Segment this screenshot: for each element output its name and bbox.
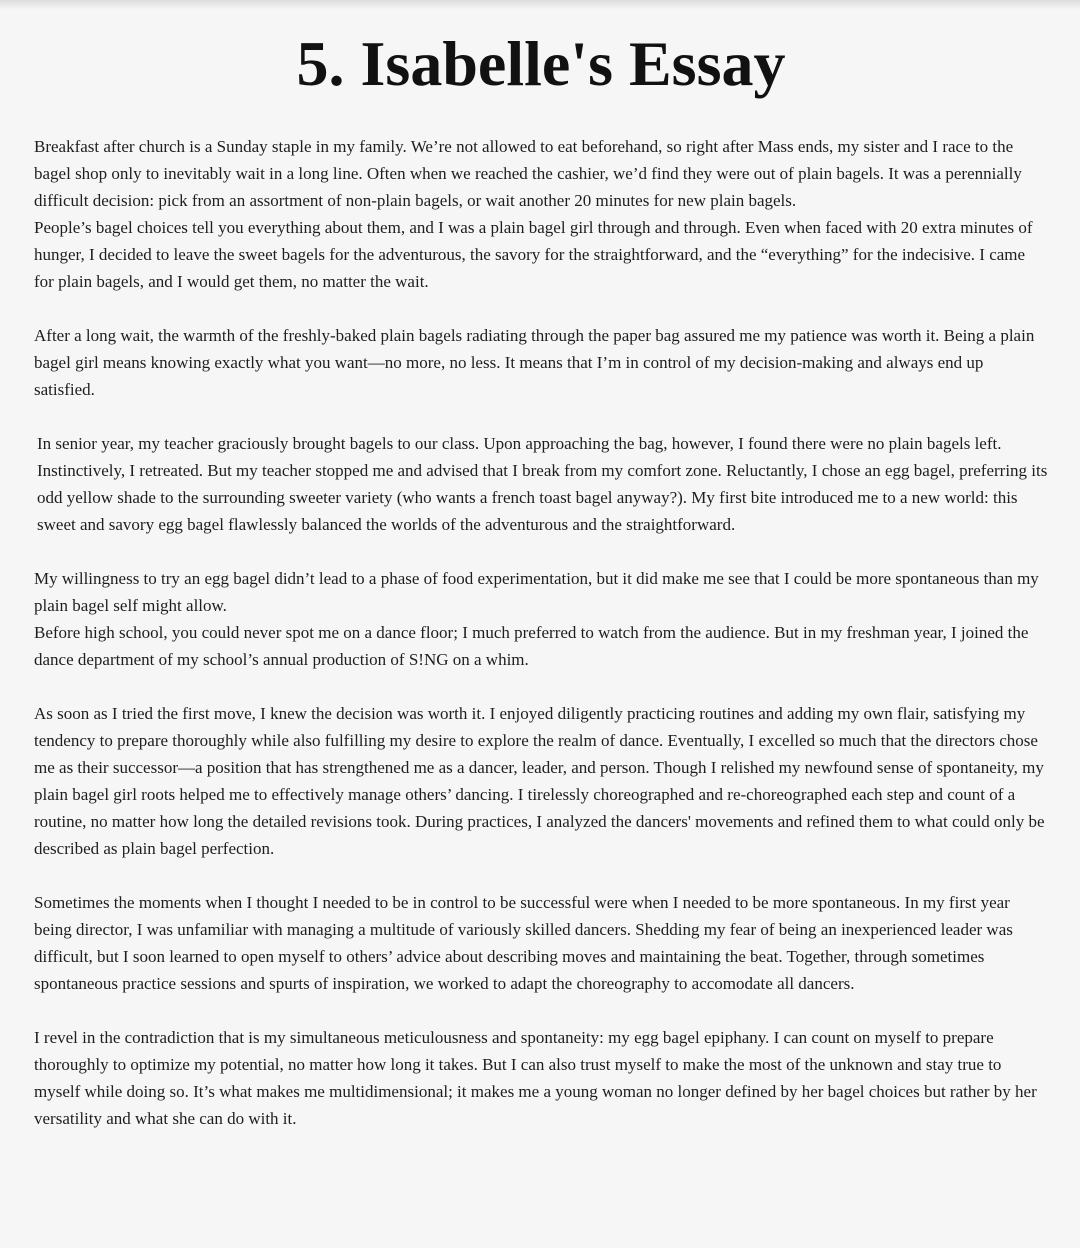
essay-paragraph: People’s bagel choices tell you everything about them, and I was a plain bagel girl through and through. Even when faced with 20 extra minutes of hunger, I decided to leave the sweet bagels for the adventurous, the savory for the straightforward, and the “everything” for the indecisive. I came for plain bagels, and I would get them, no matter the wait. <box>34 218 1033 291</box>
essay-paragraph: As soon as I tried the first move, I knew the decision was worth it. I enjoyed diligently practicing routines and adding my own flair, satisfying my tendency to prepare thoroughly while also fulfilling my desire to explore the realm of dance. Eventually, I excelled so much that the directors chose me as their successor—a position that has strengthened me as a dancer, leader, and person. Though I relished my newfound sense of spontaneity, my plain bagel girl roots helped me to effectively manage others’ dancing. I tirelessly choreographed and re-choreographed each step and count of a routine, no matter how long the detailed revisions took. During practices, I analyzed the dancers' movements and refined them to what could only be described as plain bagel perfection. <box>34 704 1045 858</box>
essay-paragraph: I revel in the contradiction that is my simultaneous meticulousness and spontaneity: my egg bagel epiphany. I can count on myself to prepare thoroughly to optimize my potential, no matter how long it takes. But I can also trust myself to make the most of the unknown and stay true to myself while doing so. It’s what makes me multidimensional; it makes me a young woman no longer defined by her bagel choices but rather by her versatility and what she can do with it. <box>34 1028 1037 1128</box>
essay-paragraph: Breakfast after church is a Sunday staple in my family. We’re not allowed to eat beforehand, so right after Mass ends, my sister and I race to the bagel shop only to inevitably wait in a long line. Often when we reached the cashier, we’d find they were out of plain bagels. It was a perennially difficult decision: pick from an assortment of non-plain bagels, or wait another 20 minutes for new plain bagels. <box>34 137 1022 210</box>
essay-paragraph: After a long wait, the warmth of the freshly-baked plain bagels radiating through the paper bag assured me my patience was worth it. Being a plain bagel girl means knowing exactly what you want—no more, no less. It means that I’m in control of my decision-making and always end up satisfied. <box>34 326 1035 399</box>
essay-paragraph: Before high school, you could never spot me on a dance floor; I much preferred to watch from the audience. But in my freshman year, I joined the dance department of my school’s annual production of S!NG on a whim. <box>34 623 1029 669</box>
essay-body <box>34 133 1048 1132</box>
paragraph-gap <box>34 862 1048 889</box>
paragraph-gap <box>34 403 1048 430</box>
essay-paragraph: My willingness to try an egg bagel didn’t lead to a phase of food experimentation, but it did make me see that I could be more spontaneous than my plain bagel self might allow. <box>34 569 1039 615</box>
paragraph-gap <box>34 997 1048 1024</box>
paragraph-gap <box>34 295 1048 322</box>
essay-title: 5. Isabelle's Essay <box>296 28 786 99</box>
paragraph-gap <box>34 673 1048 700</box>
essay-paragraph: In senior year, my teacher graciously brought bagels to our class. Upon approaching the bag, however, I found there were no plain bagels left. Instinctively, I retreated. But my teacher stopped me and advised that I break from my comfort zone. Reluctantly, I chose an egg bagel, preferring its odd yellow shade to the surrounding sweeter variety (who wants a french toast bagel anyway?). My first bite introduced me to a new world: this sweet and savory egg bagel flawlessly balanced the worlds of the adventurous and the straightforward. <box>37 434 1048 534</box>
top-shadow <box>0 0 1080 10</box>
essay-page <box>34 22 1048 1132</box>
paragraph-gap <box>34 538 1048 565</box>
essay-paragraph: Sometimes the moments when I thought I needed to be in control to be successful were when I needed to be more spontaneous. In my first year being director, I was unfamiliar with managing a multitude of variously skilled dancers. Shedding my fear of being an inexperienced leader was difficult, but I soon learned to open myself to others’ advice about describing moves and maintaining the beat. Together, through sometimes spontaneous practice sessions and spurts of inspiration, we worked to adapt the choreography to accomodate all dancers. <box>34 893 1013 993</box>
